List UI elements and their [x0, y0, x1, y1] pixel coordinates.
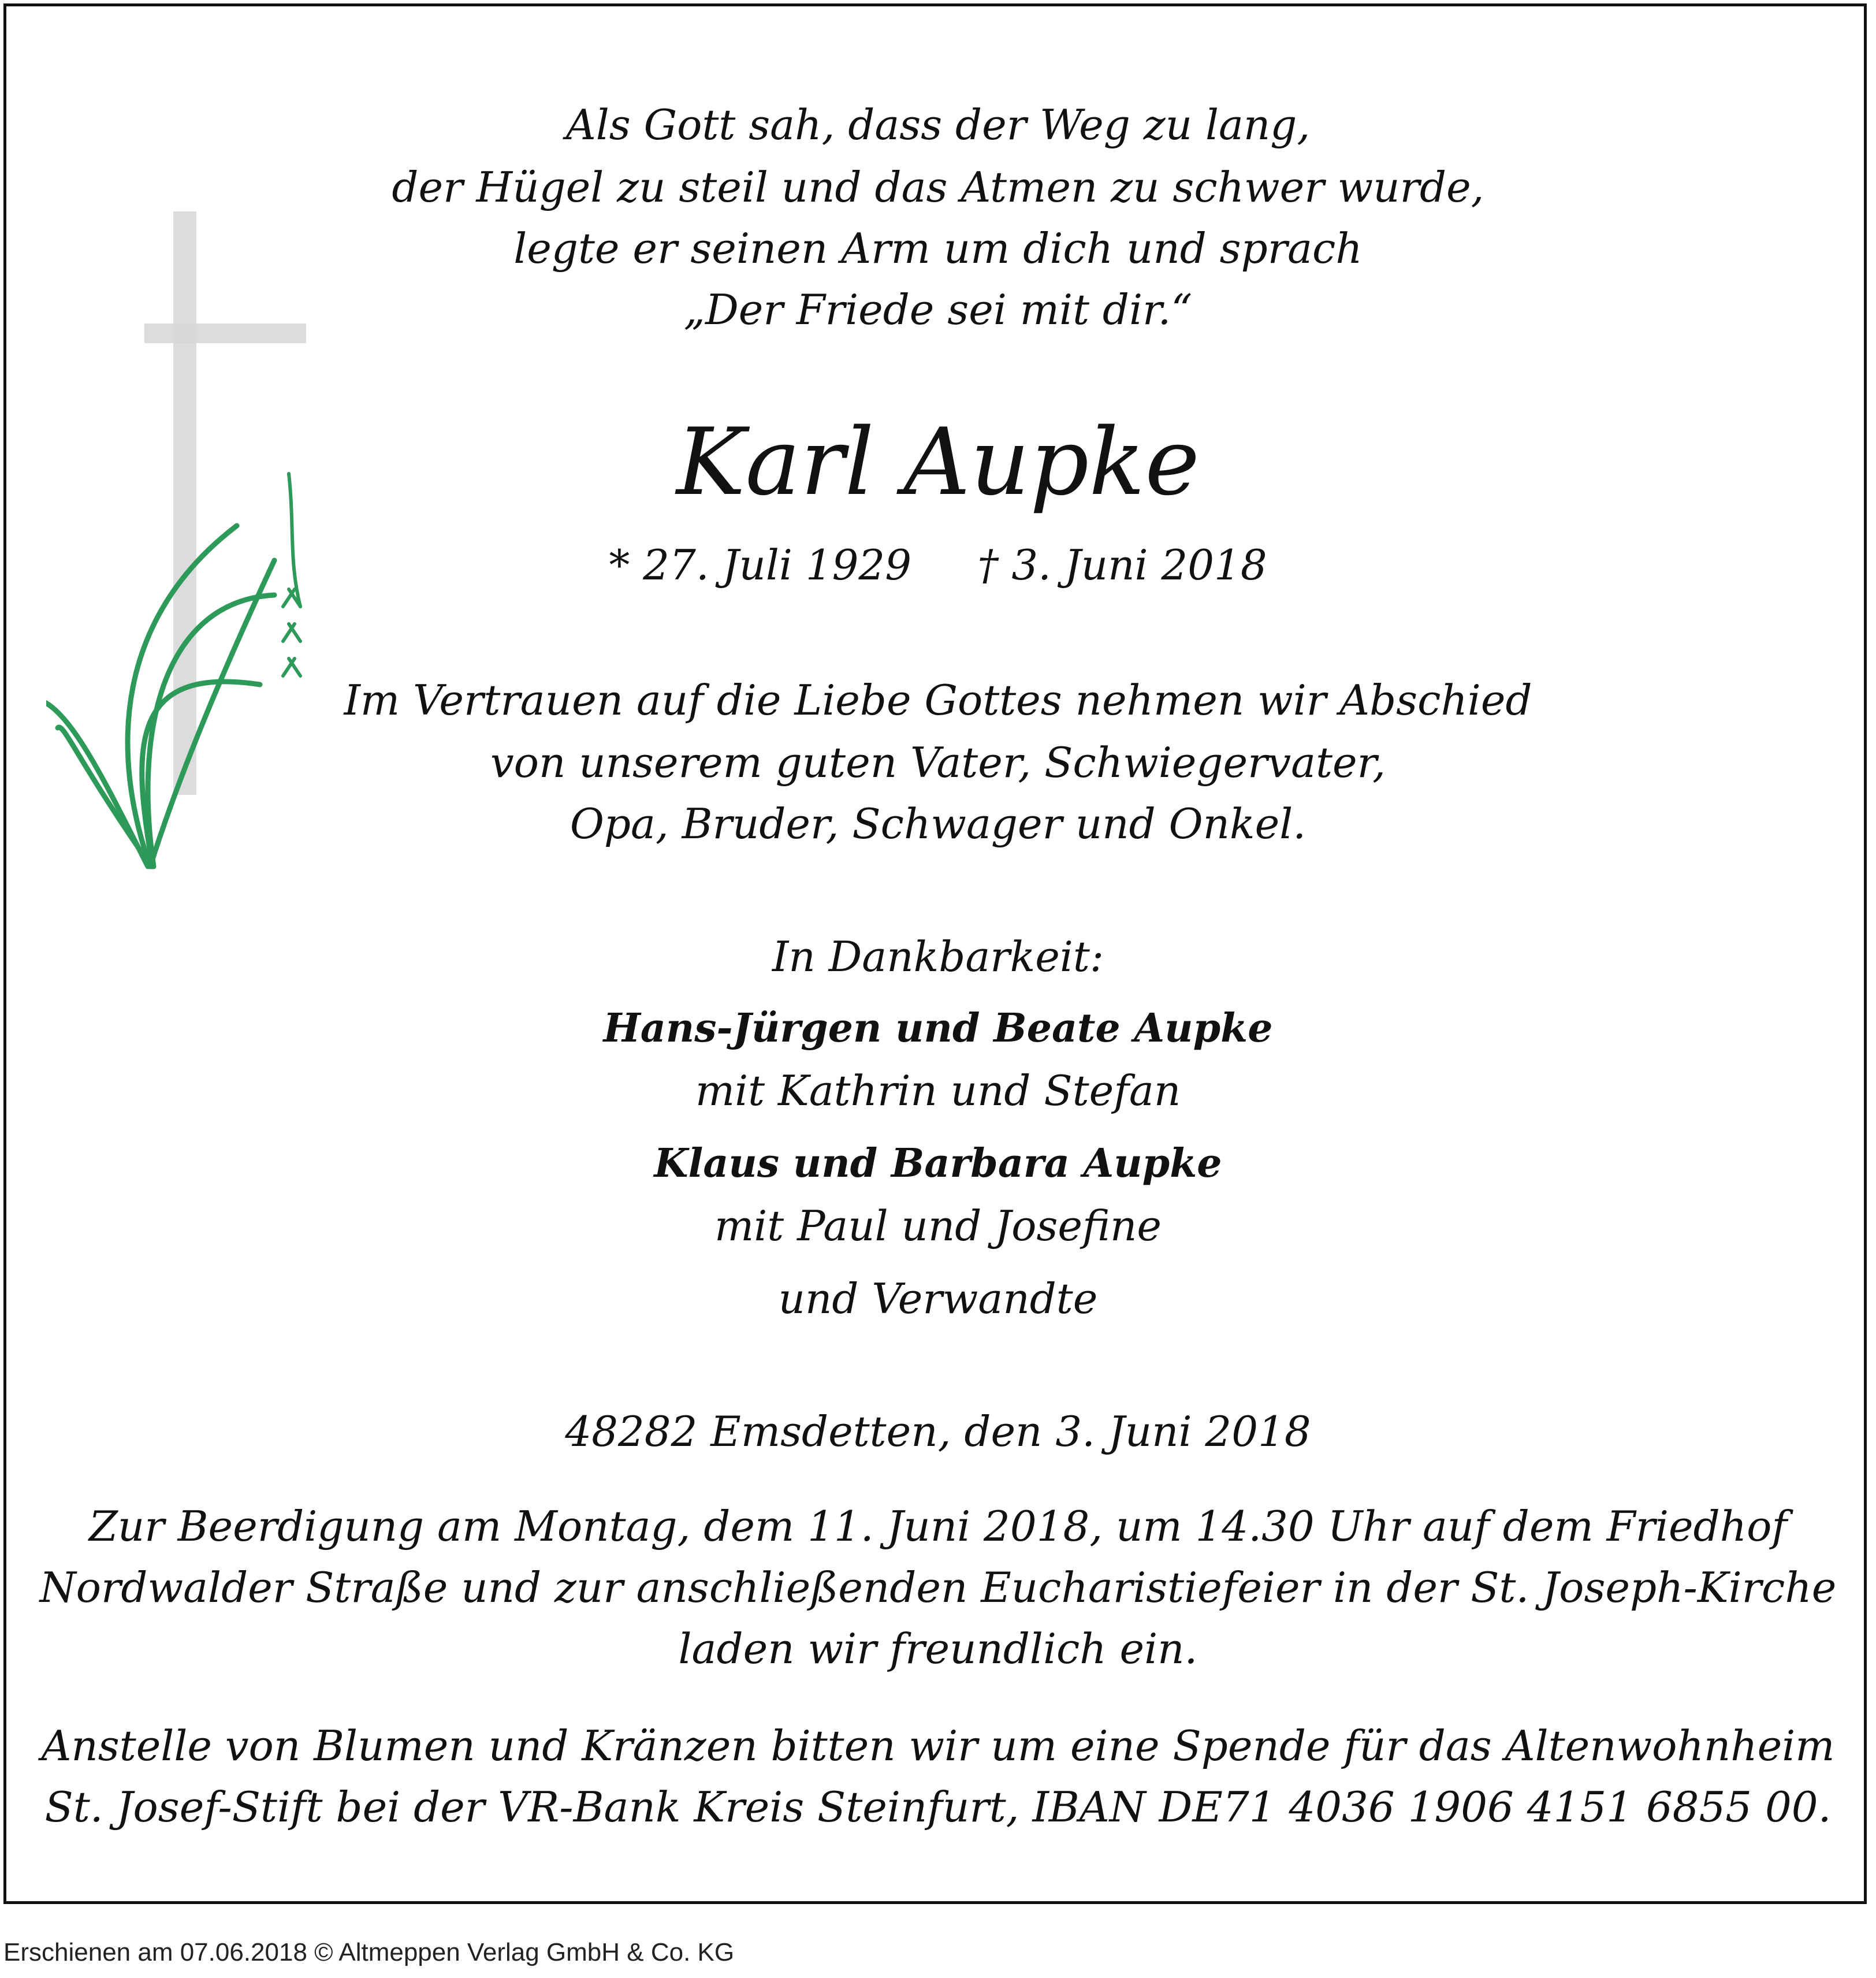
poem-line-3: legte er seinen Arm um dich und sprach	[513, 224, 1363, 273]
family-1-name: Hans-Jürgen und Beate Aupke	[603, 1005, 1273, 1051]
donation-line-1: Anstelle von Blumen und Kränzen bitten wir um eine Spende für das Altenwohnheim	[41, 1722, 1835, 1770]
publication-footer: Erschienen am 07.06.2018 © Altmeppen Verlag GmbH & Co. KG	[3, 1938, 735, 1966]
life-dates: * 27. Juli 1929 † 3. Juni 2018	[609, 541, 1267, 589]
message-line-1: Im Vertrauen auf die Liebe Gottes nehmen wir Abschied	[344, 676, 1532, 724]
deceased-name: Karl Aupke	[676, 408, 1200, 516]
message-line-2: von unserem guten Vater, Schwiegervater,	[490, 738, 1386, 787]
funeral-line-1: Zur Beerdigung am Montag, dem 11. Juni 2018, um 14.30 Uhr auf dem Friedhof	[88, 1502, 1788, 1551]
poem-line-1: Als Gott sah, dass der Weg zu lang,	[565, 101, 1311, 149]
funeral-line-2: Nordwalder Straße und zur anschließenden Eucharistiefeier in der St. Joseph-Kirche	[39, 1563, 1837, 1612]
place-date: 48282 Emsdetten, den 3. Juni 2018	[565, 1407, 1311, 1456]
thanks-intro: In Dankbarkeit:	[772, 932, 1104, 981]
donation-line-2: St. Josef-Stift bei der VR-Bank Kreis Steinfurt, IBAN DE71 4036 1906 4151 6855 00.	[44, 1783, 1832, 1831]
message-line-3: Opa, Bruder, Schwager und Onkel.	[570, 800, 1306, 848]
funeral-line-3: laden wir freundlich ein.	[678, 1624, 1198, 1673]
poem-line-2: der Hügel zu steil und das Atmen zu schwer wurde,	[392, 163, 1484, 211]
family-1-children: mit Kathrin und Stefan	[695, 1066, 1181, 1115]
family-2-name: Klaus und Barbara Aupke	[654, 1140, 1222, 1187]
family-2-children: mit Paul und Josefine	[714, 1202, 1162, 1250]
poem-line-4: „Der Friede sei mit dir.“	[683, 285, 1193, 334]
relatives: und Verwandte	[778, 1274, 1098, 1323]
